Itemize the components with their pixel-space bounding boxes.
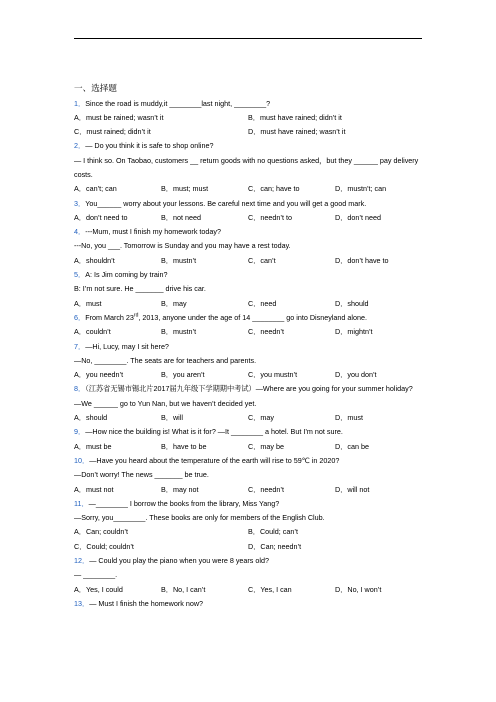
question-text: — Must I finish the homework now?: [89, 598, 204, 608]
question-number: 5．: [74, 270, 86, 280]
question-dialogue-line: —Don’t worry! The news _______ be true.: [74, 470, 209, 480]
option-b: B．you aren’t: [161, 370, 205, 380]
option-b: B．mustn’t: [161, 255, 197, 265]
option-b: B．have to be: [161, 441, 207, 451]
option-c: C．needn’t: [248, 327, 284, 337]
option-d: D．must have rained; wasn’t it: [248, 127, 346, 137]
options-row: [74, 440, 422, 454]
question-8: [74, 382, 422, 396]
options-row: [74, 368, 422, 382]
option-d: D．don’t have to: [335, 255, 389, 265]
question-7: [74, 340, 422, 354]
question-number: 10．: [74, 455, 90, 465]
option-c: C．can’t: [248, 255, 276, 265]
options-row: [74, 254, 422, 268]
question-number: 11．: [74, 498, 89, 508]
option-d: D．No, I won’t: [335, 584, 382, 594]
question-4: [74, 225, 422, 239]
option-c: C．you mustn’t: [248, 370, 298, 380]
question-3: [74, 197, 422, 211]
question-dialogue-line: —No, ________. The seats are for teachers and parents.: [74, 355, 257, 365]
question-number: 3．: [74, 198, 86, 208]
option-d: D．must: [335, 413, 363, 423]
question-number: 6．: [74, 312, 86, 322]
question-text: （江苏省无锡市锡北片2017届九年级下学期期中考试）—Where are you going for your summer holiday?: [85, 384, 413, 394]
options-row: [74, 583, 422, 597]
question-text: —Have you heard about the temperature of the earth will rise to 59℃ in 2020?: [89, 455, 340, 465]
option-d: D．you don’t: [335, 370, 377, 380]
option-d: D．mustn’t; can: [335, 184, 387, 194]
option-d: D．will not: [335, 484, 370, 494]
option-a: A．don’t need to: [74, 212, 128, 222]
options-row: [74, 325, 422, 339]
question-10: [74, 454, 422, 468]
question-dialogue-line: ---No, you ___. Tomorrow is Sunday and you may have a rest today.: [74, 241, 291, 251]
question-dialogue-line: B: I’m not sure. He _______ drive his car.: [74, 284, 206, 294]
ordinal-suffix: rd: [133, 312, 139, 319]
option-b: B．will: [161, 413, 183, 423]
option-a: A．you needn’t: [74, 370, 124, 380]
question-number: 1．: [74, 98, 86, 108]
option-c: C．needn’t: [248, 484, 284, 494]
question-text: You______ worry about your lessons. Be careful next time and you will get a good mark.: [85, 198, 367, 208]
question-number: 12．: [74, 556, 90, 565]
question-text: — Do you think it is safe to shop online?: [85, 141, 214, 151]
question-1: [74, 97, 422, 111]
option-c: C．may: [248, 413, 274, 423]
question-text: Since the road is muddy,it ________last night, ________?: [85, 98, 271, 108]
option-d: D．mightn’t: [335, 327, 373, 337]
option-a: A．Can; couldn’t: [74, 527, 128, 537]
options-row: [74, 182, 422, 196]
option-a: A．can’t; can: [74, 184, 117, 194]
question-text-end: , 2013, anyone under the age of 14 ________ go into Disneyland alone.: [138, 312, 367, 322]
option-d: D．Can; needn’t: [248, 541, 302, 551]
question-6: [74, 311, 422, 325]
option-b: B．must; must: [161, 184, 209, 194]
option-b: B．may not: [161, 484, 199, 494]
option-b: B．may: [161, 298, 187, 308]
option-a: A．Yes, I could: [74, 584, 123, 594]
question-text: — Could you play the piano when you were 8 years old?: [89, 556, 269, 565]
options-row: [74, 111, 422, 125]
question-number: 2．: [74, 141, 86, 151]
question-text: —Hi, Lucy, may I sit here?: [85, 341, 169, 351]
options-row: [74, 297, 422, 311]
option-b: B．No, I can’t: [161, 584, 206, 594]
header-rule: [74, 38, 422, 39]
question-12: [74, 554, 422, 568]
options-row: [74, 125, 422, 139]
option-c: C．may be: [248, 441, 284, 451]
option-a: A．must: [74, 298, 102, 308]
option-c: C．Could; couldn’t: [74, 541, 134, 551]
question-number: 4．: [74, 227, 86, 237]
option-c: C．must rained; didn’t it: [74, 127, 151, 137]
option-b: B．Could; can’t: [248, 527, 298, 537]
option-b: B．mustn’t: [161, 327, 197, 337]
question-text: A: Is Jim coming by train?: [85, 270, 168, 280]
option-d: D．should: [335, 298, 369, 308]
option-a: A．must be rained; wasn’t it: [74, 112, 164, 122]
options-row: [74, 211, 422, 225]
options-row: [74, 525, 422, 539]
option-c: C．can; have to: [248, 184, 300, 194]
question-13: [74, 597, 422, 611]
question-text-start: From March 23: [85, 312, 134, 322]
question-text: —How nice the building is! What is it for? —It ________ a hotel. But I’m not sure.: [85, 427, 343, 437]
question-9: [74, 425, 422, 439]
option-b: B．not need: [161, 212, 201, 222]
option-d: D．don’t need: [335, 212, 381, 222]
option-a: A．couldn’t: [74, 327, 111, 337]
option-d: D．can be: [335, 441, 369, 451]
options-row: [74, 540, 422, 554]
question-number: 9．: [74, 427, 86, 437]
question-text: ---Mum, must I finish my homework today?: [85, 227, 221, 237]
option-c: C．need: [248, 298, 277, 308]
question-dialogue-line: —We ______ go to Yun Nan, but we haven’t decided yet.: [74, 398, 257, 408]
question-number: 7．: [74, 341, 86, 351]
section-title: 一、选择题: [74, 83, 117, 93]
option-a: A．should: [74, 413, 108, 423]
question-text: —________ I borrow the books from the library, Miss Yang?: [88, 498, 280, 508]
question-number: 8．: [74, 384, 86, 394]
question-11: [74, 497, 422, 511]
option-c: C．Yes, I can: [248, 584, 292, 594]
question-dialogue-line: —Sorry, you________. These books are only for members of the English Club.: [74, 513, 325, 523]
question-dialogue-line: — ________.: [74, 570, 118, 580]
question-dialogue-line: — I think so. On Taobao, customers __ return goods with no questions asked，but they ______ pay delivery costs.: [74, 155, 419, 179]
question-2: [74, 139, 422, 153]
question-number: 13．: [74, 598, 90, 608]
question-document: [74, 82, 422, 611]
option-b: B．must have rained; didn’t it: [248, 112, 342, 122]
option-a: A．must not: [74, 484, 114, 494]
options-row: [74, 411, 422, 425]
option-a: A．shouldn’t: [74, 255, 115, 265]
option-c: C．needn’t to: [248, 212, 292, 222]
question-5: [74, 268, 422, 282]
option-a: A．must be: [74, 441, 112, 451]
options-row: [74, 483, 422, 497]
